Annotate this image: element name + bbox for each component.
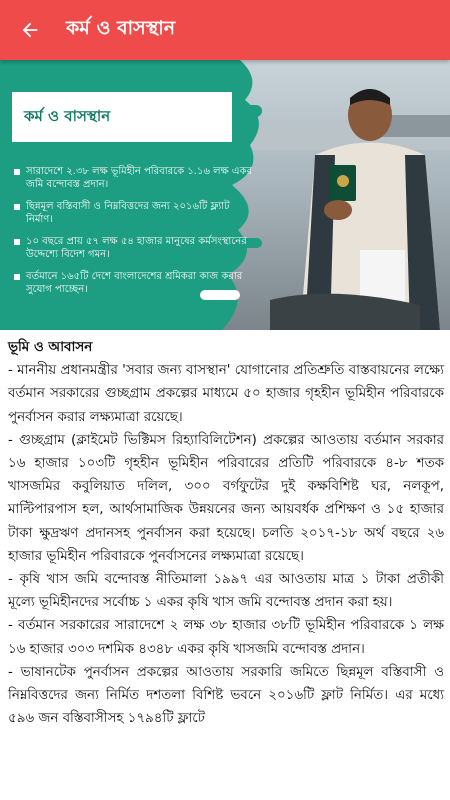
article-content (8, 336, 444, 730)
article-paragraph: - গুচ্ছগ্রাম (ক্লাইমেট ভিক্টিমস রিহ্যাবিলিটেশন) প্রকল্পের আওতায় বর্তমান সরকার ১৬ হাজার ১০৩টি গৃহহীন ভূমিহীন পরিবারের প্রতিটি পরিবারকে ৪-৮ শতক খাসজমির কবুলিয়াত দলিল, ৩০০ বর্গফুটের দুই কক্ষবিশিষ্ট ঘর, নলকূপ, মাল্টিপারপাস হল, আর্থসামাজিক উন্নয়নের জন্য আয়বর্ধক প্রশিক্ষণ ও ১৫ হাজার টাকা ক্ষুদ্রঋণ প্রদানসহ পুনর্বাসন করা হয়েছে। চলতি ২০১৭-১৮ অর্থ বছরে ২৬ হাজার ভূমিহীন পরিবারকে পুনর্বাসনের লক্ষ্যমাত্রা রয়েছে। (8, 432, 444, 564)
arrow-left-icon (19, 19, 41, 41)
square-bullet-icon (14, 274, 20, 280)
banner-image (0, 60, 450, 330)
article-paragraph: - বর্তমান সরকারের সারাদেশে ২ লক্ষ ৩৮ হাজার ৩৮টি ভূমিহীন পরিবারকে ১ লক্ষ ১৬ হাজার ৩০৩ দশমিক ৪৩৪৮ একর কৃষি খাসজমি বন্দোবস্ত প্রদান। (8, 618, 444, 657)
banner-bullet-list (14, 165, 254, 305)
square-bullet-icon (14, 169, 20, 175)
banner-bullet (14, 270, 254, 296)
square-bullet-icon (14, 204, 20, 210)
article-paragraph: - ভাষানটেক পুনর্বাসন প্রকল্পের আওতায় সরকারি জমিতে ছিন্নমূল বস্তিবাসী ও নিম্নবিত্তদের জন্য নির্মিত দশতলা বিশিষ্ট ভবনে ২০১৬টি ফ্লাট নির্মিত। এর মধ্যে ৫৯৬ জন বস্তিবাসীসহ ১৭৯৪টি ফ্লাটে (8, 664, 444, 727)
square-bullet-icon (14, 239, 20, 245)
app-bar (0, 0, 450, 60)
back-button[interactable] (0, 0, 60, 60)
banner-bullet-text: ১০ বছরে প্রায় ৫৭ লক্ষ ৫৪ হাজার মানুষের কর্মসংস্থানের উদ্দেশ্যে বিদেশ গমন। (26, 236, 247, 260)
banner-bullet (14, 235, 254, 261)
section-heading: ভূমি ও আবাসন (8, 340, 93, 355)
page-title: কর্ম ও বাসস্থান (66, 17, 176, 39)
banner-bullet-text: বর্তমানে ১৬৫টি দেশে বাংলাদেশের শ্রমিকরা কাজ করার সুযোগ পাচ্ছেন। (26, 271, 243, 295)
article-paragraph: - মাননীয় প্রধানমন্ত্রীর 'সবার জন্য বাসস্থান' যোগানোর প্রতিশ্রুতি বাস্তবায়নের লক্ষ্যে বর্তমান সরকারের গুচ্ছগ্রাম প্রকল্পের মাধ্যমে ৫০ হাজার গৃহহীন ভূমিহীন পরিবারকে পুনর্বাসন করার লক্ষ্যমাত্রা রয়েছে। (8, 363, 444, 425)
banner-heading: কর্ম ও বাসস্থান (24, 106, 111, 125)
banner-heading-box (12, 92, 232, 142)
article-paragraph: - কৃষি খাস জমি বন্দোবস্ত নীতিমালা ১৯৯৭ এর আওতায় মাত্র ১ টাকা প্রতীকী মূল্যে ভূমিহীনদের সর্বোচ্চ ১ একর কৃষি খাস জমি বন্দোবস্ত প্রদান করা হয়। (8, 572, 444, 611)
banner-bullet (14, 165, 254, 191)
banner-bullet-text: ছিন্নমূল বস্তিবাসী ও নিম্নবিত্তদের জন্য ২০১৬টি ফ্ল্যাট নির্মাণ। (26, 201, 230, 225)
banner-bullet-text: সারাদেশে ২.৩৮ লক্ষ ভূমিহীন পরিবারকে ১.১৬ লক্ষ একর জমি বন্দোবস্ত প্রদান। (26, 166, 252, 190)
banner-bullet (14, 200, 254, 226)
